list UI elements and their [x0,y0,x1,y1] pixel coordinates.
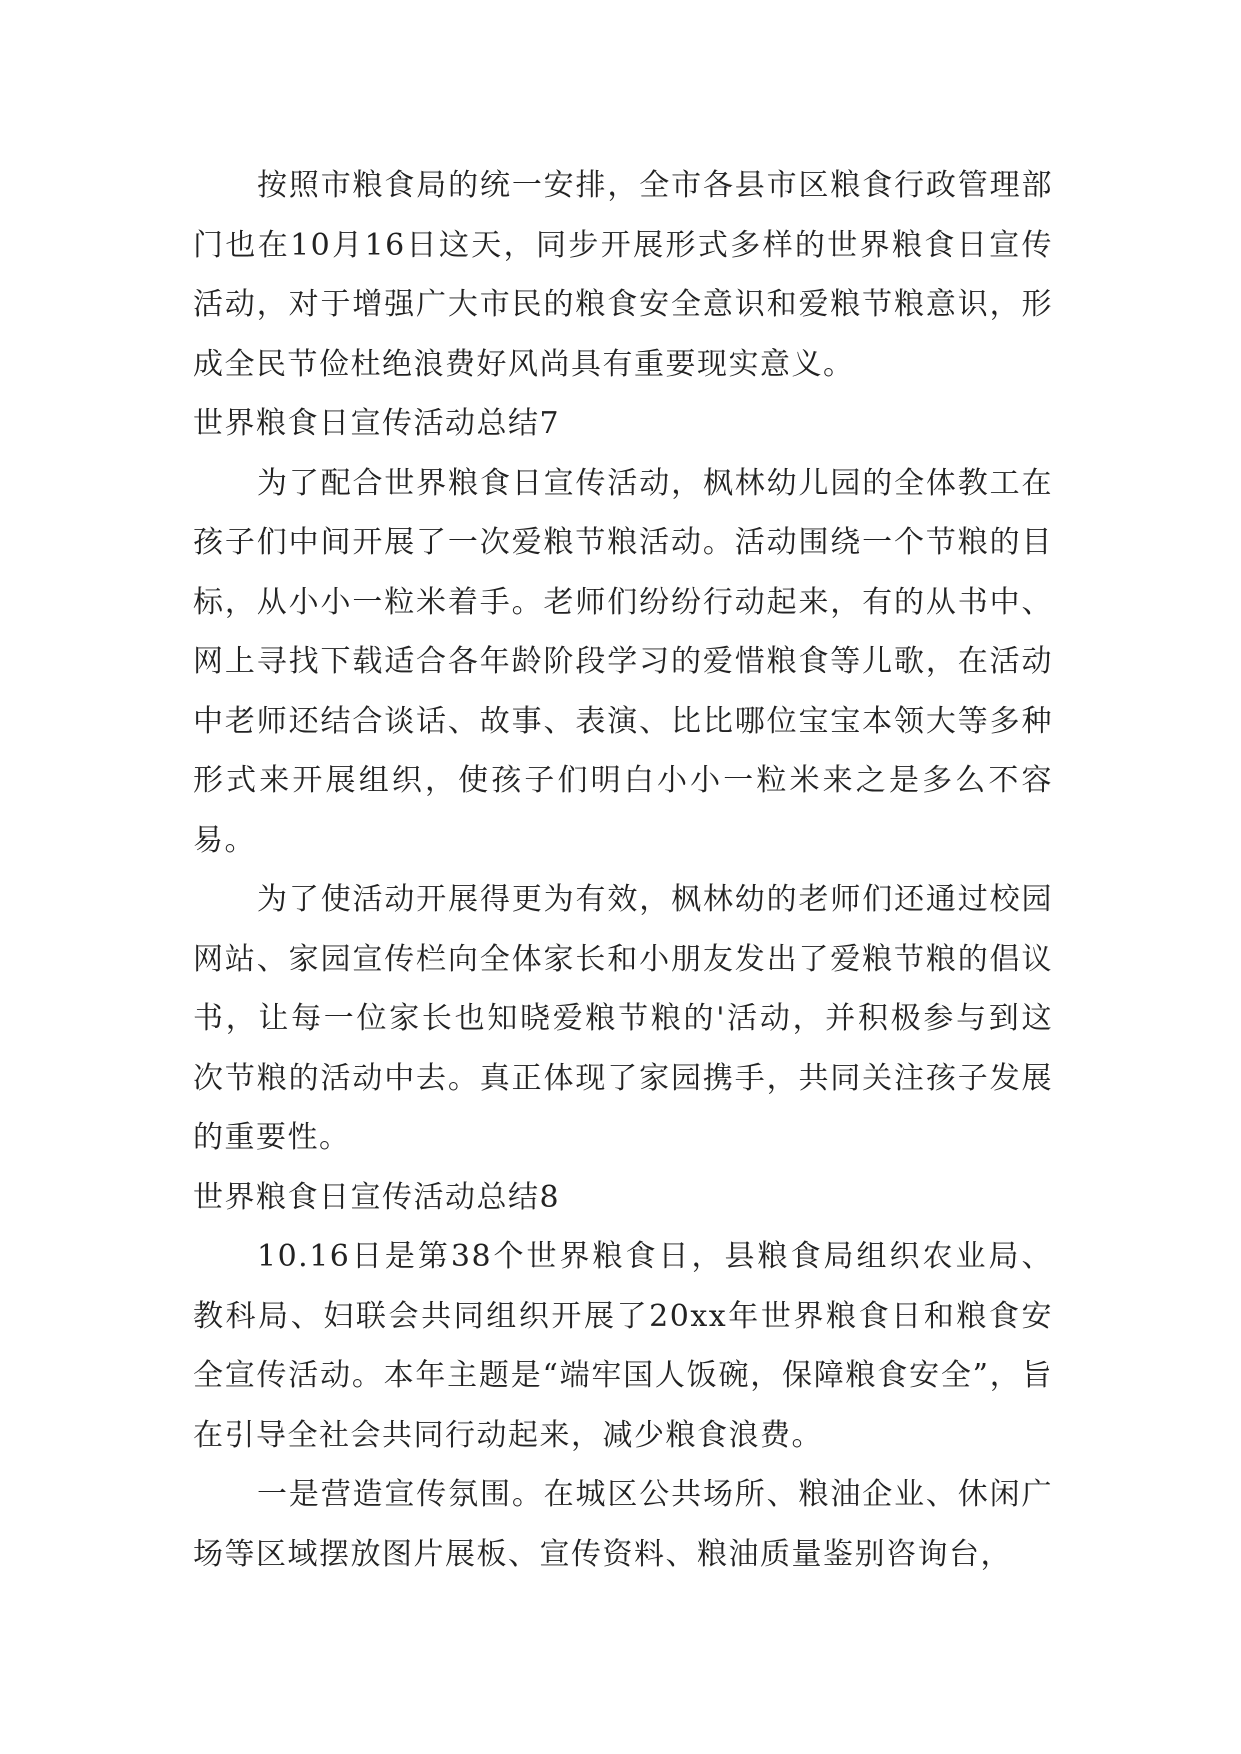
section-heading-8: 世界粮食日宣传活动总结8 [193,1179,561,1215]
paragraph-parent-initiative: 为了使活动开展得更为有效，枫林幼的老师们还通过校园网站、家园宣传栏向全体家长和小朋友发出了爱粮节粮的倡议书，让每一位家长也知晓爱粮节粮的'活动，并积极参与到这次节粮的活动中去。真正体现了家园携手，共同关注孩子发展的重要性。 [193,882,1053,1155]
paragraph-kindergarten-activity: 为了配合世界粮食日宣传活动，枫林幼儿园的全体教工在孩子们中间开展了一次爱粮节粮活动。活动围绕一个节粮的目标，从小小一粒米着手。老师们纷纷行动起来，有的从书中、网上寻找下载适合各年龄阶段学习的爱惜粮食等儿歌，在活动中老师还结合谈话、故事、表演、比比哪位宝宝本领大等多种形式来开展组织，使孩子们明白小小一粒米来之是多么不容易。 [193,465,1053,858]
paragraph-city-grain-bureau: 按照市粮食局的统一安排，全市各县市区粮食行政管理部门也在10月16日这天，同步开展形式多样的世界粮食日宣传活动，对于增强广大市民的粮食安全意识和爱粮节粮意识，形成全民节俭杜绝浪费好风尚具有重要现实意义。 [193,168,1053,382]
paragraph-publicity-atmosphere: 一是营造宣传氛围。在城区公共场所、粮油企业、休闲广场等区域摆放图片展板、宣传资料、粮油质量鉴别咨询台， [193,1477,1053,1572]
document-body [193,156,1053,1584]
paragraph-food-day-38: 10.16日是第38个世界粮食日，县粮食局组织农业局、教科局、妇联会共同组织开展了20xx年世界粮食日和粮食安全宣传活动。本年主题是“端牢国人饭碗，保障粮食安全”，旨在引导全社会共同行动起来，减少粮食浪费。 [193,1239,1053,1453]
section-heading-7: 世界粮食日宣传活动总结7 [193,406,561,441]
